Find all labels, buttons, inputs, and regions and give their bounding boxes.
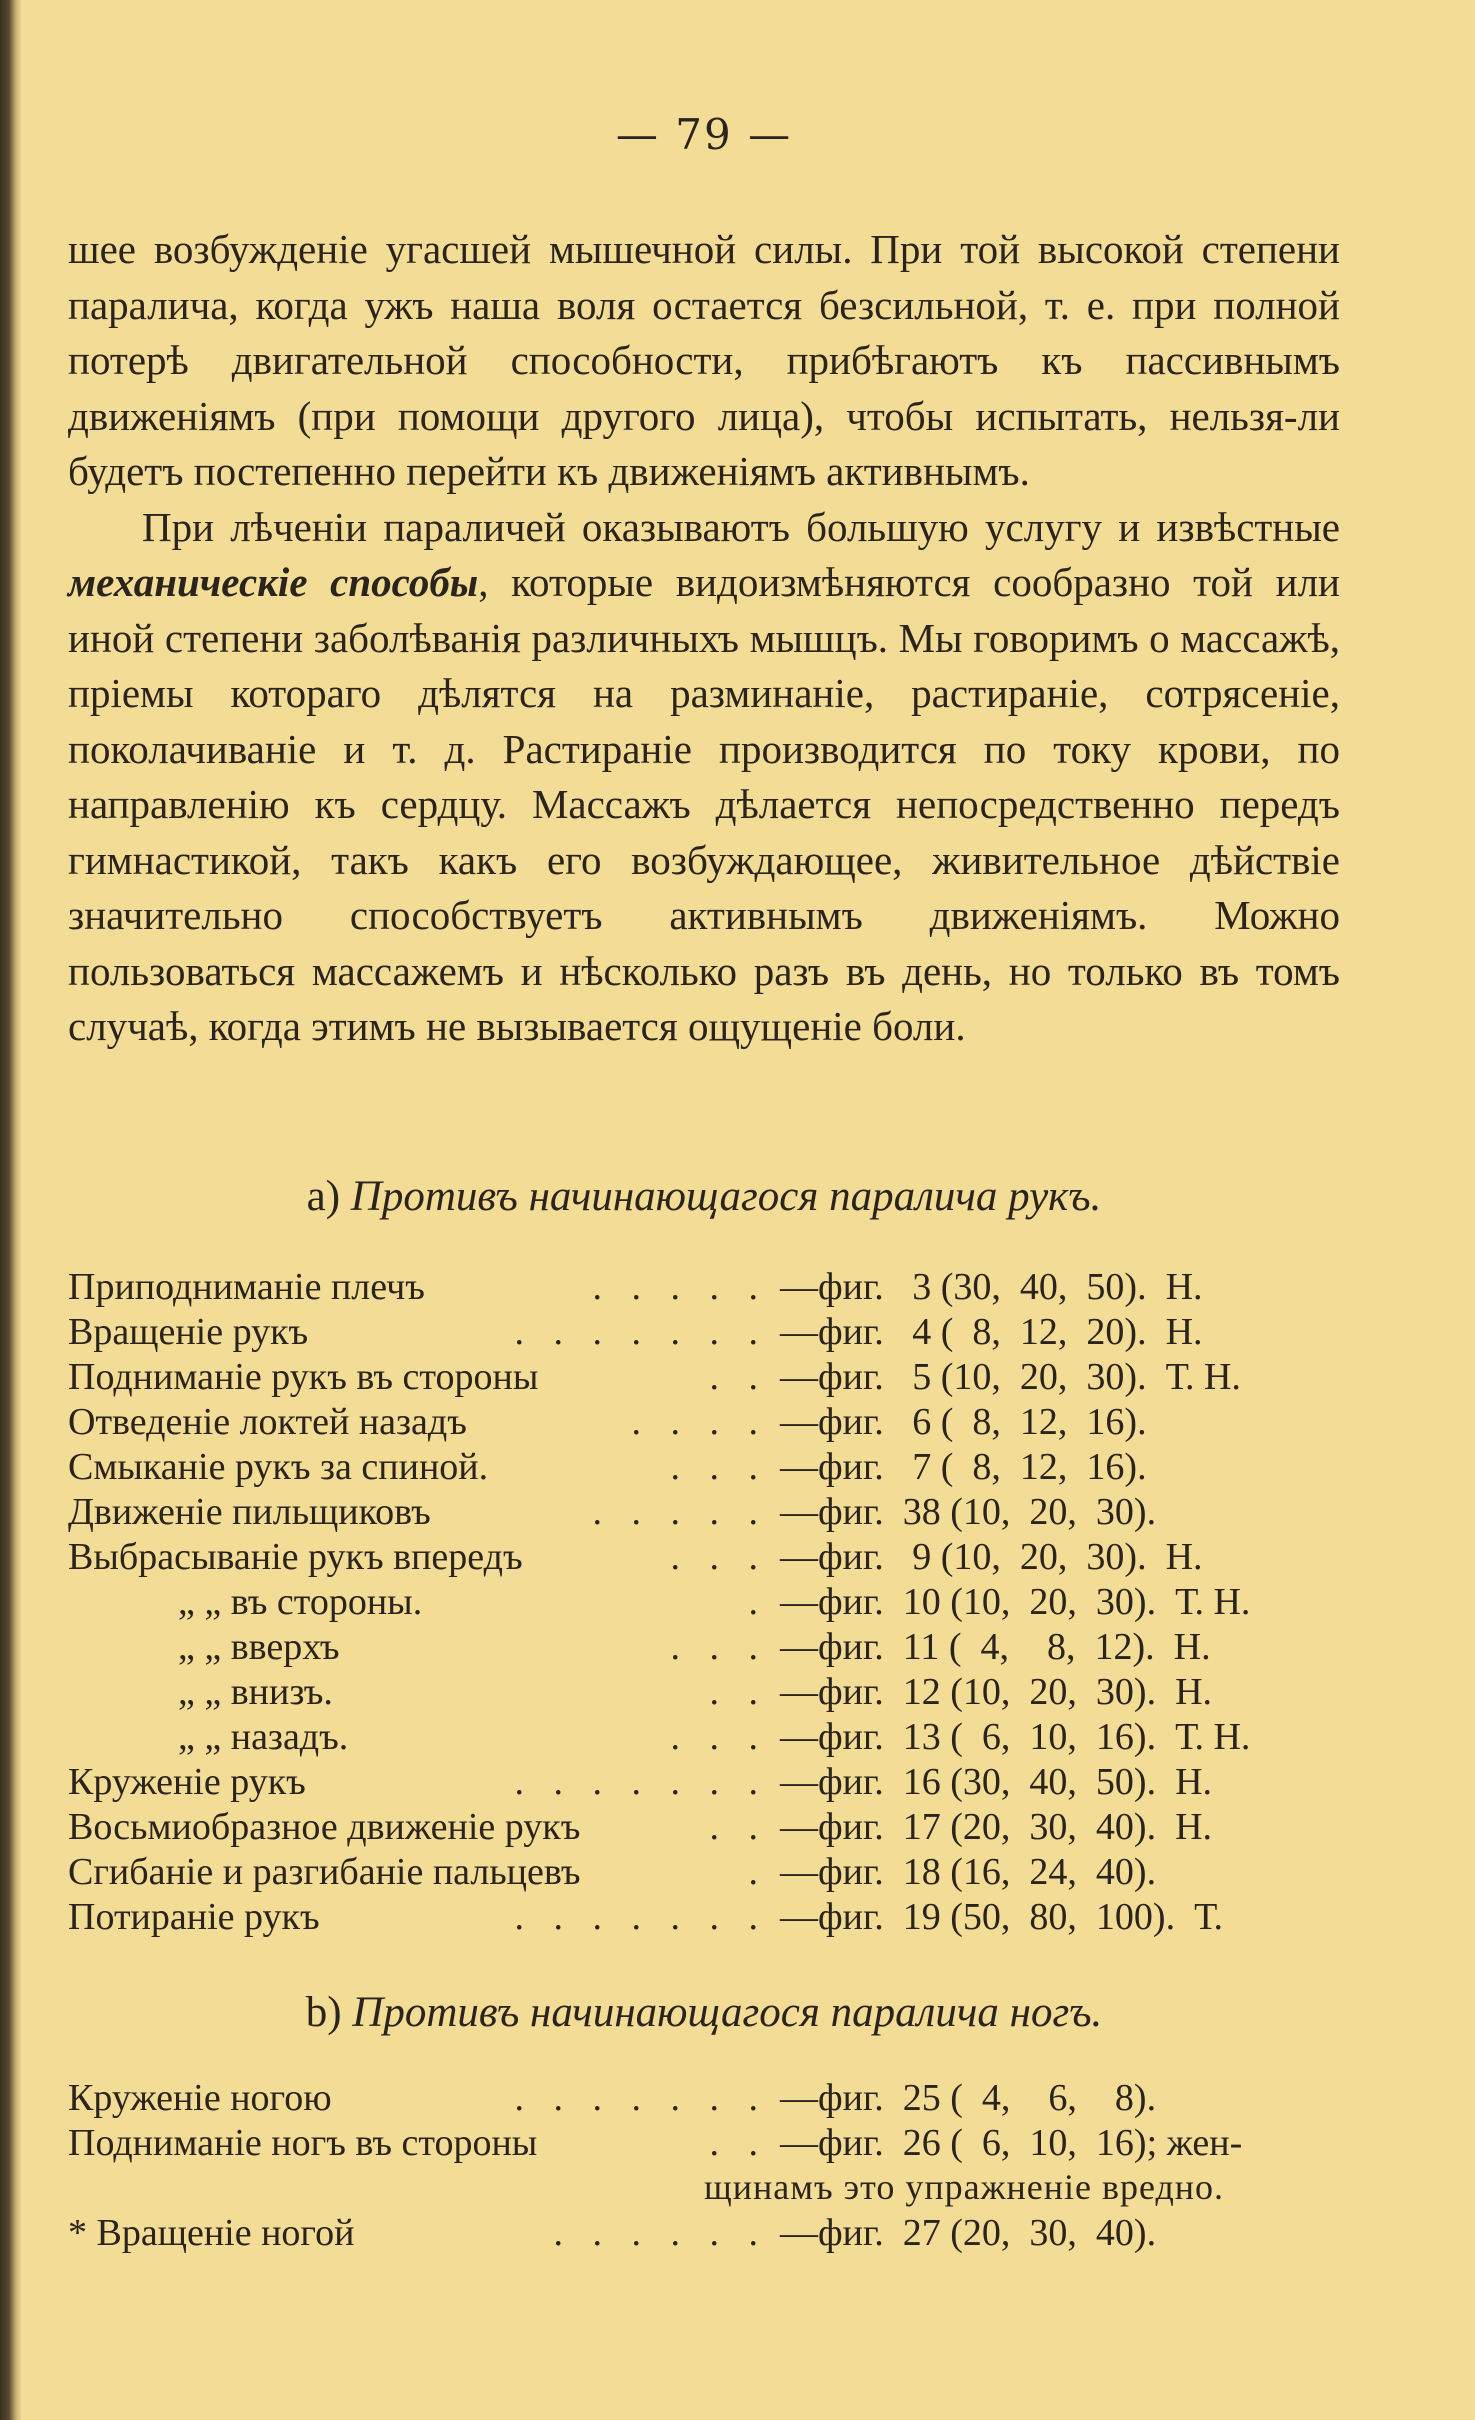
figure-reference: —фиг. 16 (30, 40, 50). Н.	[780, 1761, 1213, 1803]
figure-reference: —фиг. 27 (20, 30, 40).	[780, 2212, 1157, 2254]
leader-dots: .	[748, 1581, 768, 1623]
main-text	[68, 222, 1340, 1055]
figure-reference: —фиг. 11 ( 4, 8, 12). Н.	[780, 1626, 1211, 1668]
figure-reference: —фиг. 19 (50, 80, 100). Т.	[780, 1896, 1223, 1938]
leader-dots: . .	[709, 1806, 768, 1848]
section-b-label: b)	[305, 1989, 342, 2036]
exercise-list-arms	[68, 1265, 1340, 1940]
exercise-name: „ „ въ стороны.	[178, 1581, 423, 1623]
emphasis-mechanical-methods: механическіе способы	[68, 559, 479, 605]
figure-reference: —фиг. 9 (10, 20, 30). Н.	[780, 1536, 1203, 1578]
leader-dots: . . . . . . .	[514, 1896, 768, 1938]
exercise-row	[68, 1355, 1340, 1400]
section-a-label: a)	[306, 1173, 341, 1220]
figure-reference: —фиг. 26 ( 6, 10, 16); жен-	[780, 2122, 1243, 2164]
leader-dots: . . . . . .	[553, 2212, 768, 2254]
exercise-name: Выбрасываніе рукъ впередъ	[68, 1536, 523, 1578]
exercise-name: Подниманіе рукъ въ стороны	[68, 1356, 539, 1398]
exercise-name: * Вращеніе ногой	[68, 2212, 355, 2254]
leader-dots: . . . . . . .	[514, 2077, 768, 2119]
figure-reference: —фиг. 5 (10, 20, 30). Т. Н.	[780, 1356, 1241, 1398]
exercise-row	[68, 1850, 1340, 1895]
paragraph-2-part-1: При лѣченіи параличей оказываютъ большую услугу и извѣстные	[142, 503, 1340, 550]
leader-dots: . . .	[670, 1716, 768, 1758]
paragraph-2	[68, 500, 1340, 1055]
exercise-row	[68, 1400, 1340, 1445]
paragraph-1: шее возбужденіе угасшей мышечной силы. При той высокой степени паралича, когда ужъ наша воля остается безсильной, т. е. при полной потерѣ двигательной способности, прибѣгаютъ къ пассивнымъ движеніямъ (при помощи другого лица), чтобы испытать, нельзя-ли будетъ постепенно перейти къ движеніямъ активнымъ.	[68, 226, 1340, 494]
exercise-row	[68, 1805, 1340, 1850]
section-b-title: Противъ начинающагося паралича ногъ.	[352, 1989, 1103, 2036]
leader-dots: . .	[709, 2122, 768, 2164]
section-a-title: Противъ начинающагося паралича рукъ.	[350, 1173, 1102, 1220]
figure-reference: —фиг. 7 ( 8, 12, 16).	[780, 1446, 1147, 1488]
exercise-row	[68, 1895, 1340, 1940]
exercise-name: Подниманіе ногъ въ стороны	[68, 2122, 538, 2164]
exercise-list-legs	[68, 2076, 1340, 2256]
exercise-row	[68, 1580, 1340, 1625]
leader-dots: . . . . . . .	[514, 1761, 768, 1803]
leader-dots: . . . .	[631, 1401, 768, 1443]
exercise-name: Потираніе рукъ	[68, 1896, 320, 1938]
exercise-row	[68, 1760, 1340, 1805]
exercise-name: Приподниманіе плечъ	[68, 1266, 425, 1308]
exercise-row	[68, 1310, 1340, 1355]
paragraph-2-part-2: , которые видоизмѣняются сообразно той или иной степени заболѣванія различныхъ мышцъ. Мы говоримъ о массажѣ, пріемы котораго дѣлятся на разминаніе, растираніе, сотрясеніе, поколачиваніе и т. д. Растираніе производится по току крови, по направленію къ сердцу. Массажъ дѣлается непосредственно передъ гимнастикой, такъ какъ его возбуждающее, живительное дѣйствіе значительно способствуетъ активнымъ движеніямъ. Можно пользоваться массажемъ и нѣсколько разъ въ день, но только въ томъ случаѣ, когда этимъ не вызывается ощущеніе боли.	[68, 559, 1340, 1049]
exercise-name: Смыканіе рукъ за спиной.	[68, 1446, 489, 1488]
figure-reference: —фиг. 4 ( 8, 12, 20). Н.	[780, 1311, 1203, 1353]
exercise-name: Сгибаніе и разгибаніе пальцевъ	[68, 1851, 581, 1893]
exercise-name: Восьмиобразное движеніе рукъ	[68, 1806, 581, 1848]
leader-dots: . . . . .	[592, 1491, 768, 1533]
exercise-name: „ „ внизъ.	[178, 1671, 333, 1713]
leader-dots: .	[748, 1851, 768, 1893]
figure-reference: —фиг. 17 (20, 30, 40). Н.	[780, 1806, 1213, 1848]
leader-dots: . . .	[670, 1626, 768, 1668]
exercise-name: Круженіе ногою	[68, 2077, 332, 2119]
leader-dots: . . . . .	[592, 1266, 768, 1308]
exercise-row	[68, 2211, 1340, 2256]
section-b-heading	[68, 1988, 1340, 2037]
exercise-name: „ „ назадъ.	[178, 1716, 349, 1758]
exercise-name: Отведеніе локтей назадъ	[68, 1401, 467, 1443]
figure-reference: —фиг. 13 ( 6, 10, 16). Т. Н.	[780, 1716, 1251, 1758]
figure-reference: —фиг. 25 ( 4, 6, 8).	[780, 2077, 1157, 2119]
exercise-row	[68, 2121, 1340, 2166]
exercise-row	[68, 1490, 1340, 1535]
exercise-row	[68, 2166, 1340, 2211]
figure-reference: —фиг. 10 (10, 20, 30). Т. Н.	[780, 1581, 1251, 1623]
exercise-name: Движеніе пильщиковъ	[68, 1491, 431, 1533]
leader-dots: . .	[709, 1671, 768, 1713]
figure-reference: —фиг. 38 (10, 20, 30).	[780, 1491, 1157, 1533]
leader-dots: . . . . . . .	[514, 1311, 768, 1353]
page-number: — 79 —	[615, 110, 793, 159]
exercise-row	[68, 1715, 1340, 1760]
leader-dots: . . .	[670, 1536, 768, 1578]
exercise-note: щинамъ это упражненіе вредно.	[704, 2167, 1225, 2207]
exercise-name: Вращеніе рукъ	[68, 1311, 309, 1353]
figure-reference: —фиг. 3 (30, 40, 50). Н.	[780, 1266, 1203, 1308]
exercise-name: „ „ вверхъ	[178, 1626, 340, 1668]
exercise-row	[68, 1535, 1340, 1580]
book-spine-edge	[0, 0, 22, 2420]
exercise-row	[68, 1445, 1340, 1490]
exercise-row	[68, 1265, 1340, 1310]
figure-reference: —фиг. 6 ( 8, 12, 16).	[780, 1401, 1147, 1443]
exercise-row	[68, 1625, 1340, 1670]
leader-dots: . .	[709, 1356, 768, 1398]
leader-dots: . . .	[670, 1446, 768, 1488]
figure-reference: —фиг. 12 (10, 20, 30). Н.	[780, 1671, 1213, 1713]
exercise-row	[68, 1670, 1340, 1715]
section-a-heading	[68, 1172, 1340, 1221]
exercise-name: Круженіе рукъ	[68, 1761, 306, 1803]
figure-reference: —фиг. 18 (16, 24, 40).	[780, 1851, 1157, 1893]
exercise-row	[68, 2076, 1340, 2121]
